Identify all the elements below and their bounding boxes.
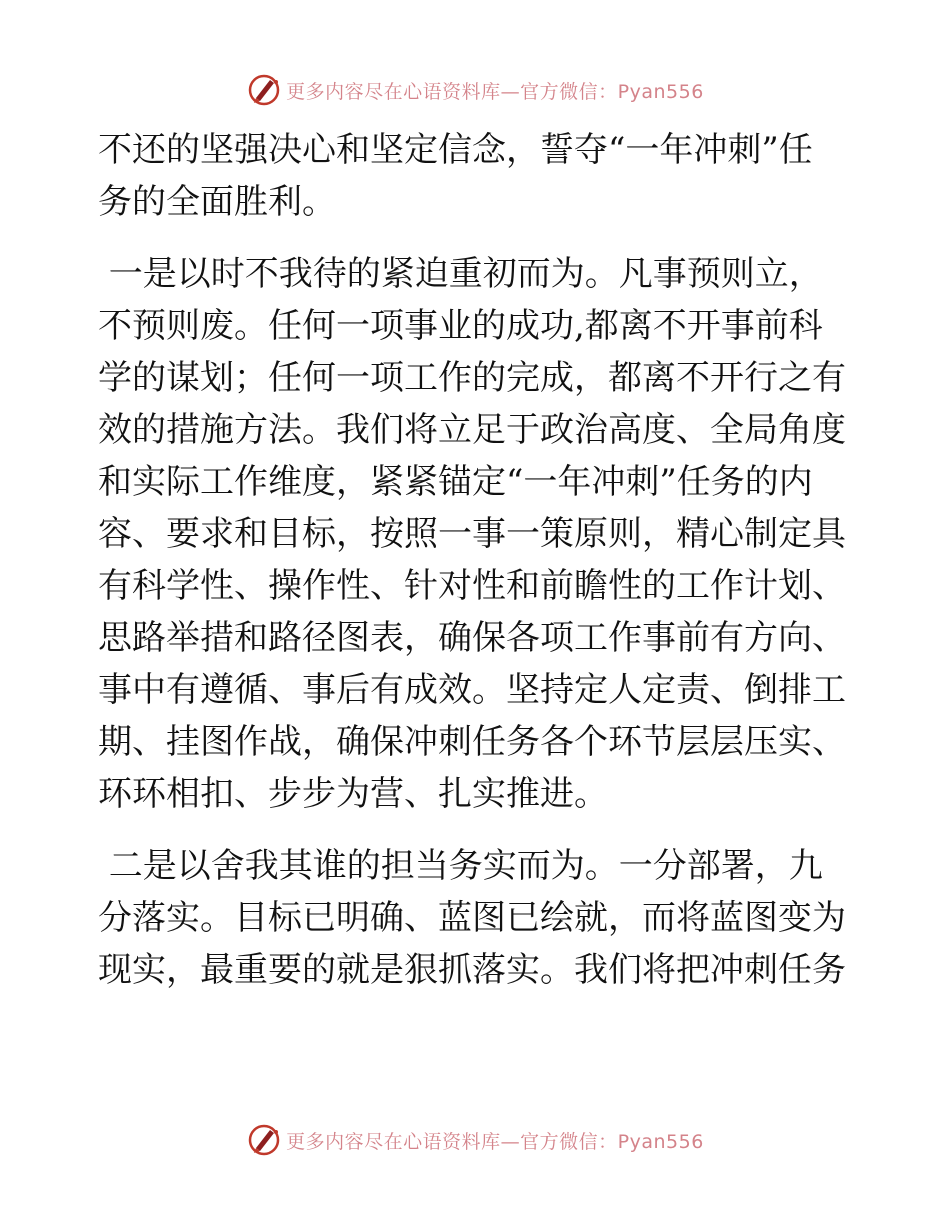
text-line: 和实际工作维度，紧紧锚定“一年冲刺”任务的内	[98, 462, 813, 502]
text-line: 不预则废。任何一项事业的成功,都离不开事前科	[98, 306, 823, 346]
text-line: 有科学性、操作性、针对性和前瞻性的工作计划、	[98, 566, 846, 606]
text-line: 环环相扣、步步为营、扎实推进。	[98, 774, 608, 814]
text-line: 效的措施方法。我们将立足于政治高度、全局角度	[98, 410, 846, 450]
text-line: 学的谋划；任何一项工作的完成，都离不开行之有	[98, 358, 846, 398]
text-line: 期、挂图作战，确保冲刺任务各个环节层层压实、	[98, 722, 846, 762]
pen-logo-icon	[246, 1122, 282, 1158]
text-line: 事中有遵循、事后有成效。坚持定人定责、倒排工	[98, 670, 846, 710]
watermark-text: 更多内容尽在心语资料库—官方微信：Pyan556	[286, 1130, 704, 1153]
watermark-text: 更多内容尽在心语资料库—官方微信：Pyan556	[286, 80, 704, 103]
text-line: 容、要求和目标，按照一事一策原则，精心制定具	[98, 514, 846, 554]
text-line: 分落实。目标已明确、蓝图已绘就，而将蓝图变为	[98, 898, 846, 938]
pen-logo-icon	[246, 72, 282, 108]
text-line: 思路举措和路径图表，确保各项工作事前有方向、	[98, 618, 846, 658]
document-body	[98, 124, 848, 996]
text-line: 一是以时不我待的紧迫重初而为。凡事预则立，	[98, 254, 823, 294]
text-line: 务的全面胜利。	[98, 182, 336, 222]
text-line: 不还的坚强决心和坚定信念，誓夺“一年冲刺”任	[98, 130, 813, 170]
text-line: 现实，最重要的就是狠抓落实。我们将把冲刺任务	[98, 950, 846, 990]
footer-watermark	[0, 1120, 950, 1160]
text-line: 二是以舍我其谁的担当务实而为。一分部署，九	[98, 846, 823, 886]
header-watermark	[0, 70, 950, 110]
